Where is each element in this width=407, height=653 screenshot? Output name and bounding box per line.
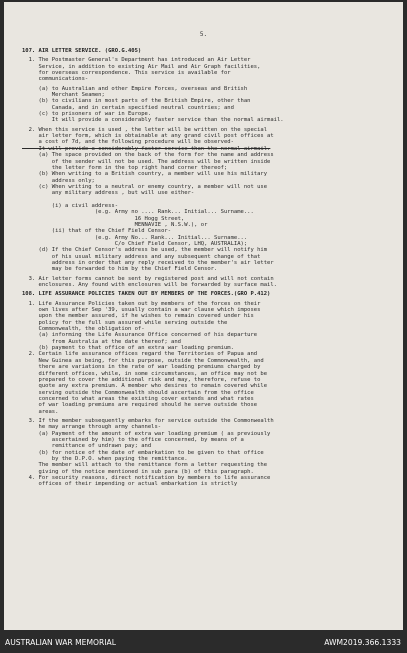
text-line: 1. The Postmaster General's Department has introduced an Air Letter bbox=[22, 57, 251, 64]
text-line: It will provide a considerably faster service than the normal airmail. bbox=[22, 117, 284, 124]
text-line: air letter form, which is obtainable at any grand civil post offices at bbox=[22, 133, 274, 140]
text-line: of the sender will not be used. The address will be written inside bbox=[22, 158, 271, 165]
text-line: New Guinea as being, for this purpose, outside the Commonwealth, and bbox=[22, 357, 264, 364]
text-line: by the D.P.O. when paying the remittance. bbox=[22, 455, 188, 462]
text-line: (c) to prisoners of war in Europe. bbox=[22, 111, 152, 118]
text-line: ascertained by him) to the office concerned, by means of a bbox=[22, 436, 244, 443]
text-line: (a) The space provided on the back of the form for the name and address bbox=[22, 152, 274, 159]
text-line: of war loading premiums are required should he serve outside those bbox=[22, 402, 258, 409]
text-line: 2. Certain life assurance offices regard the Territories of Papua and bbox=[22, 351, 258, 358]
text-line: may be forwarded to him by the Chief Field Censor. bbox=[22, 266, 218, 273]
page-number: 5. bbox=[199, 31, 208, 38]
text-line: policy for the full sum assured while serving outside the bbox=[22, 319, 228, 326]
text-line: any military address , but will use either- bbox=[22, 190, 195, 197]
text-line: address in order that any reply received to the member's air letter bbox=[22, 260, 274, 266]
text-line: quote any extra premium. A member who desires to remain covered while bbox=[22, 383, 268, 390]
text-line: upon the member assured, if he wishes to remain covered under his bbox=[22, 313, 254, 320]
text-line: Canada, and in certain specified neutral countries; and bbox=[22, 104, 234, 111]
text-line: serving outside the Commonwealth should ascertain from the office bbox=[22, 389, 254, 396]
text-line: (d) If the Chief Censor's address be used, the member will notify him bbox=[22, 247, 268, 254]
text-line: (e.g. Army no .... Rank... Initial... Surname... bbox=[22, 209, 254, 216]
document-body bbox=[22, 48, 384, 488]
text-line: for overseas correspondence. This service is available for bbox=[22, 70, 231, 77]
text-line: (a) informing the Life Assurance Office concerned of his departure bbox=[22, 332, 258, 339]
text-line: there are variations in the rate of war loading premiums charged by bbox=[22, 364, 261, 371]
section-heading: 107. AIR LETTER SERVICE. (GRO.G.405) bbox=[22, 48, 142, 54]
text-line: enclosures. Any found with enclosures will be forwarded by surface mail. bbox=[22, 282, 277, 289]
text-line: (b) When writing to a British country, a member will use his military bbox=[22, 171, 268, 178]
text-line: 1. Life Assurance Policies taken out by members of the forces on their bbox=[22, 300, 261, 307]
text-line: (a) Payment of the amount of extra war loading premium ( as previously bbox=[22, 430, 271, 437]
text-line: Commonwealth, the obligation of- bbox=[22, 326, 145, 333]
text-line: areas. bbox=[22, 408, 59, 415]
text-line: the letter form in the top right hand corner thereof; bbox=[22, 164, 228, 171]
text-line: giving of the notice mentioned in sub para (b) of this paragraph. bbox=[22, 468, 254, 475]
text-line: a cost of 7d, and the following procedure will be observed- bbox=[22, 139, 234, 146]
text-line: (a) to Australian and other Empire Forces, overseas and British bbox=[22, 85, 248, 92]
text-line: offices of their impending or actual embarkation is strictly bbox=[22, 481, 238, 488]
text-line: own lives after Sep '39, usually contain a war clause which imposes bbox=[22, 307, 261, 314]
text-line: Service, in addition to existing Air Mail and Air Graph facilities, bbox=[22, 63, 261, 70]
text-line: 2. When this service is used , the letter will be written on the special bbox=[22, 126, 268, 133]
footer-accession-number: AWM2019.366.1333 bbox=[324, 638, 401, 647]
text-line: (b) for notice of the date of embarkation to be given to that office bbox=[22, 449, 264, 456]
text-line: remittance of undrawn pay; and bbox=[22, 443, 152, 450]
text-line: Merchant Seamen; bbox=[22, 92, 105, 99]
text-line: MENNAVIE , N.S.W.), or bbox=[22, 221, 208, 228]
text-line: prepared to cover the additional risk and may, therefore, refuse to bbox=[22, 376, 261, 383]
text-line: from Australia at the date thereof; and bbox=[22, 338, 181, 345]
text-line: concerned to what areas the existing cover extends and what rates bbox=[22, 395, 254, 402]
text-line: (b) to civilians in most parts of the British Empire, other than bbox=[22, 98, 251, 105]
text-line: 3. Air letter forms cannot be sent by registered post and will not contain bbox=[22, 275, 274, 282]
text-line: of his usual military address and any subsequent change of that bbox=[22, 253, 261, 260]
text-line: The member will attach to the remittance form a letter requesting the bbox=[22, 462, 268, 469]
text-line: (c) When writing to a neutral or enemy country, a member will not use bbox=[22, 183, 268, 190]
document-page bbox=[4, 2, 403, 630]
text-line: (i) a civil address- bbox=[22, 202, 119, 209]
text-line: (ii) that of the Chief Field Censor- bbox=[22, 228, 172, 235]
text-line: (e.g. Army No... Rank... Initial... Surname... bbox=[22, 234, 248, 241]
text-line: 16 Hogg Street, bbox=[22, 215, 185, 222]
archive-footer bbox=[0, 632, 407, 653]
text-line: different offices, while, in some circumstances, an office may not be bbox=[22, 370, 268, 377]
text-line: C/o Chief Field Censor, LHQ, AUSTRALIA); bbox=[22, 240, 248, 247]
footer-institution: AUSTRALIAN WAR MEMORIAL bbox=[5, 638, 116, 647]
text-line: address only; bbox=[22, 177, 95, 184]
text-line: he may arrange through army channels- bbox=[22, 424, 162, 431]
section-heading: 108. LIFE ASSURANCE POLICIES TAKEN OUT BY MEMBERS OF THE FORCES.(GRO P.412) bbox=[22, 291, 271, 298]
text-line: communications- bbox=[22, 76, 89, 83]
text-line: 3. If the member subsequently embarks for service outside the Commonwealth bbox=[22, 417, 274, 424]
text-line: It will provide a considerably faster service than the normal airmail. bbox=[22, 145, 271, 152]
text-line: (b) payment to that office of an extra war loading premium. bbox=[22, 345, 234, 352]
text-line: 4. For security reasons, direct notification by members to life assurance bbox=[22, 475, 271, 481]
